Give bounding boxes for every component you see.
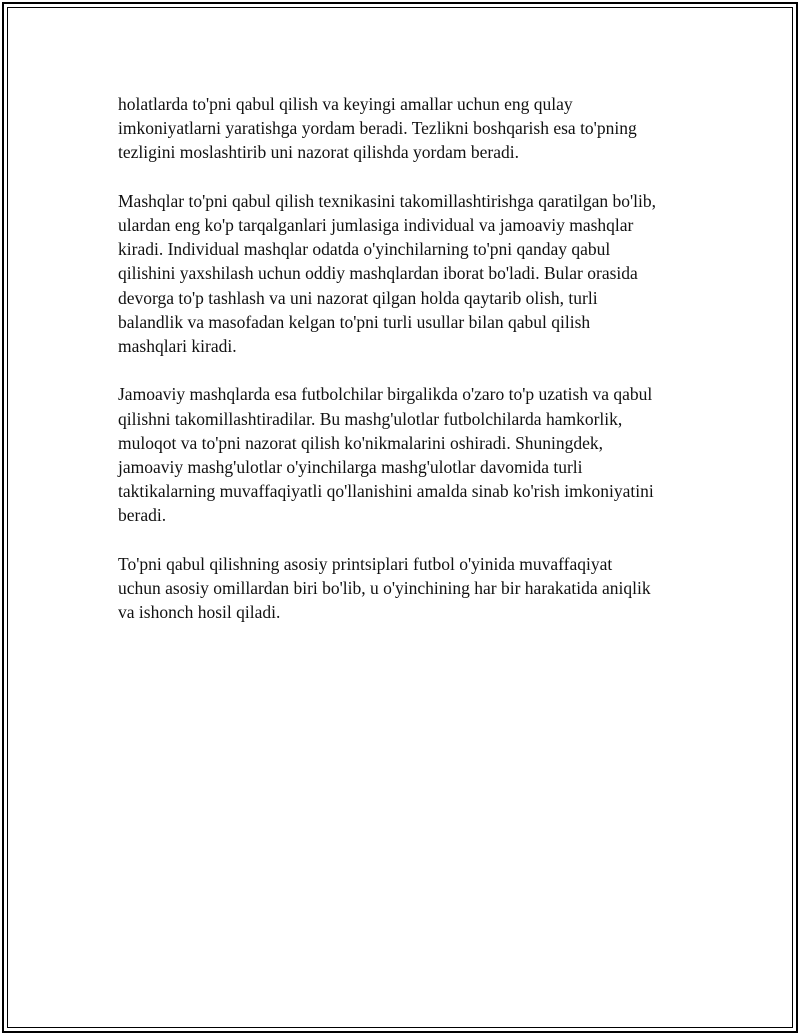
- paragraph: Mashqlar to'pni qabul qilish texnikasini takomillashtirishga qaratilgan bo'lib, ulardan eng ko'p tarqalganlari jumlasiga individual va jamoaviy mashqlar kiradi. Individual mashqlar odatda o'yinchilarning to'pni qanday qabul qilishini yaxshilash uchun oddiy mashqlardan iborat bo'ladi. Bular orasida devorga to'p tashlash va uni nazorat qilgan holda qaytarib olish, turli balandlik va masofadan kelgan to'pni turli usullar bilan qabul qilish mashqlari kiradi.: [118, 190, 657, 357]
- paragraph: To'pni qabul qilishning asosiy printsiplari futbol o'yinida muvaffaqiyat uchun asosiy omillardan biri bo'lib, u o'yinchining har bir harakatida aniqlik va ishonch hosil qiladi.: [118, 553, 651, 623]
- paragraph: Jamoaviy mashqlarda esa futbolchilar birgalikda o'zaro to'p uzatish va qabul qilishni takomillashtiradilar. Bu mashg'ulotlar futbolchilarda hamkorlik, muloqot va to'pni nazorat qilish ko'nikmalarini oshiradi. Shuningdek, jamoaviy mashg'ulotlar o'yinchilarga mashg'ulotlar davomida turli taktikalarning muvaffaqiyatli qo'llanishini amalda sinab ko'rish imkoniyatini beradi.: [118, 384, 654, 526]
- paragraph: holatlarda to'pni qabul qilish va keyingi amallar uchun eng qulay imkoniyatlarni yaratishga yordam beradi. Tezlikni boshqarish esa to'pning tezligini moslashtirib uni nazorat qilishda yordam beradi.: [118, 94, 637, 163]
- document-body: [118, 92, 698, 649]
